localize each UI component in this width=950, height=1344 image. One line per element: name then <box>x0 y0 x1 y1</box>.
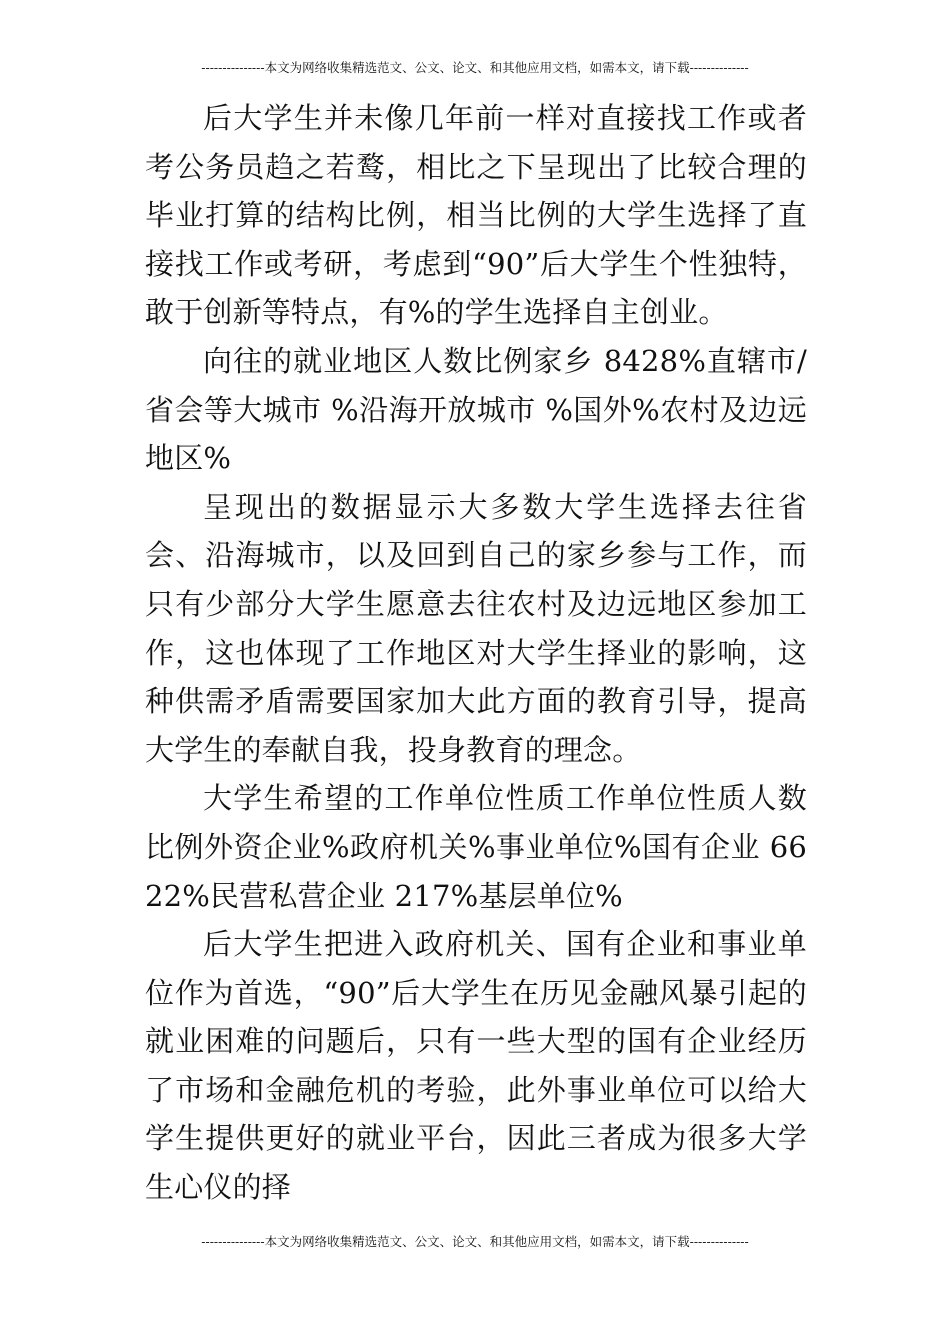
paragraph-5: 后大学生把进入政府机关、国有企业和事业单位作为首选，“90”后大学生在历见金融风暴引起的就业困难的问题后，只有一些大型的国有企业经历了市场和金融危机的考验，此外事业单位可以给大学生提供更好的就业平台，因此三者成为很多大学生心仪的择 <box>145 927 807 1205</box>
paragraph-2: 向往的就业地区人数比例家乡 8428%直辖市/省会等大城市 %沿海开放城市 %国外%农村及边远地区% <box>145 343 807 476</box>
paragraph-3: 呈现出的数据显示大多数大学生选择去往省会、沿海城市，以及回到自己的家乡参与工作，而只有少部分大学生愿意去往农村及边远地区参加工作，这也体现了工作地区对大学生择业的影响，这种供需矛盾需要国家加大此方面的教育引导，提高大学生的奉献自我，投身教育的理念。 <box>145 489 807 767</box>
document-body <box>145 94 807 1212</box>
page-footer: ---------------本文为网络收集精选范文、公文、论文、和其他应用文档，如需本文，请下载-------------- <box>201 1234 749 1249</box>
page-header: ---------------本文为网络收集精选范文、公文、论文、和其他应用文档，如需本文，请下载-------------- <box>201 60 749 75</box>
paragraph-1: 后大学生并未像几年前一样对直接找工作或者考公务员趋之若鹜，相比之下呈现出了比较合理的毕业打算的结构比例，相当比例的大学生选择了直接找工作或考研，考虑到“90”后大学生个性独特，敢于创新等特点，有%的学生选择自主创业。 <box>145 101 807 330</box>
paragraph-4: 大学生希望的工作单位性质工作单位性质人数比例外资企业%政府机关%事业单位%国有企业 6622%民营私营企业 217%基层单位% <box>145 781 807 913</box>
